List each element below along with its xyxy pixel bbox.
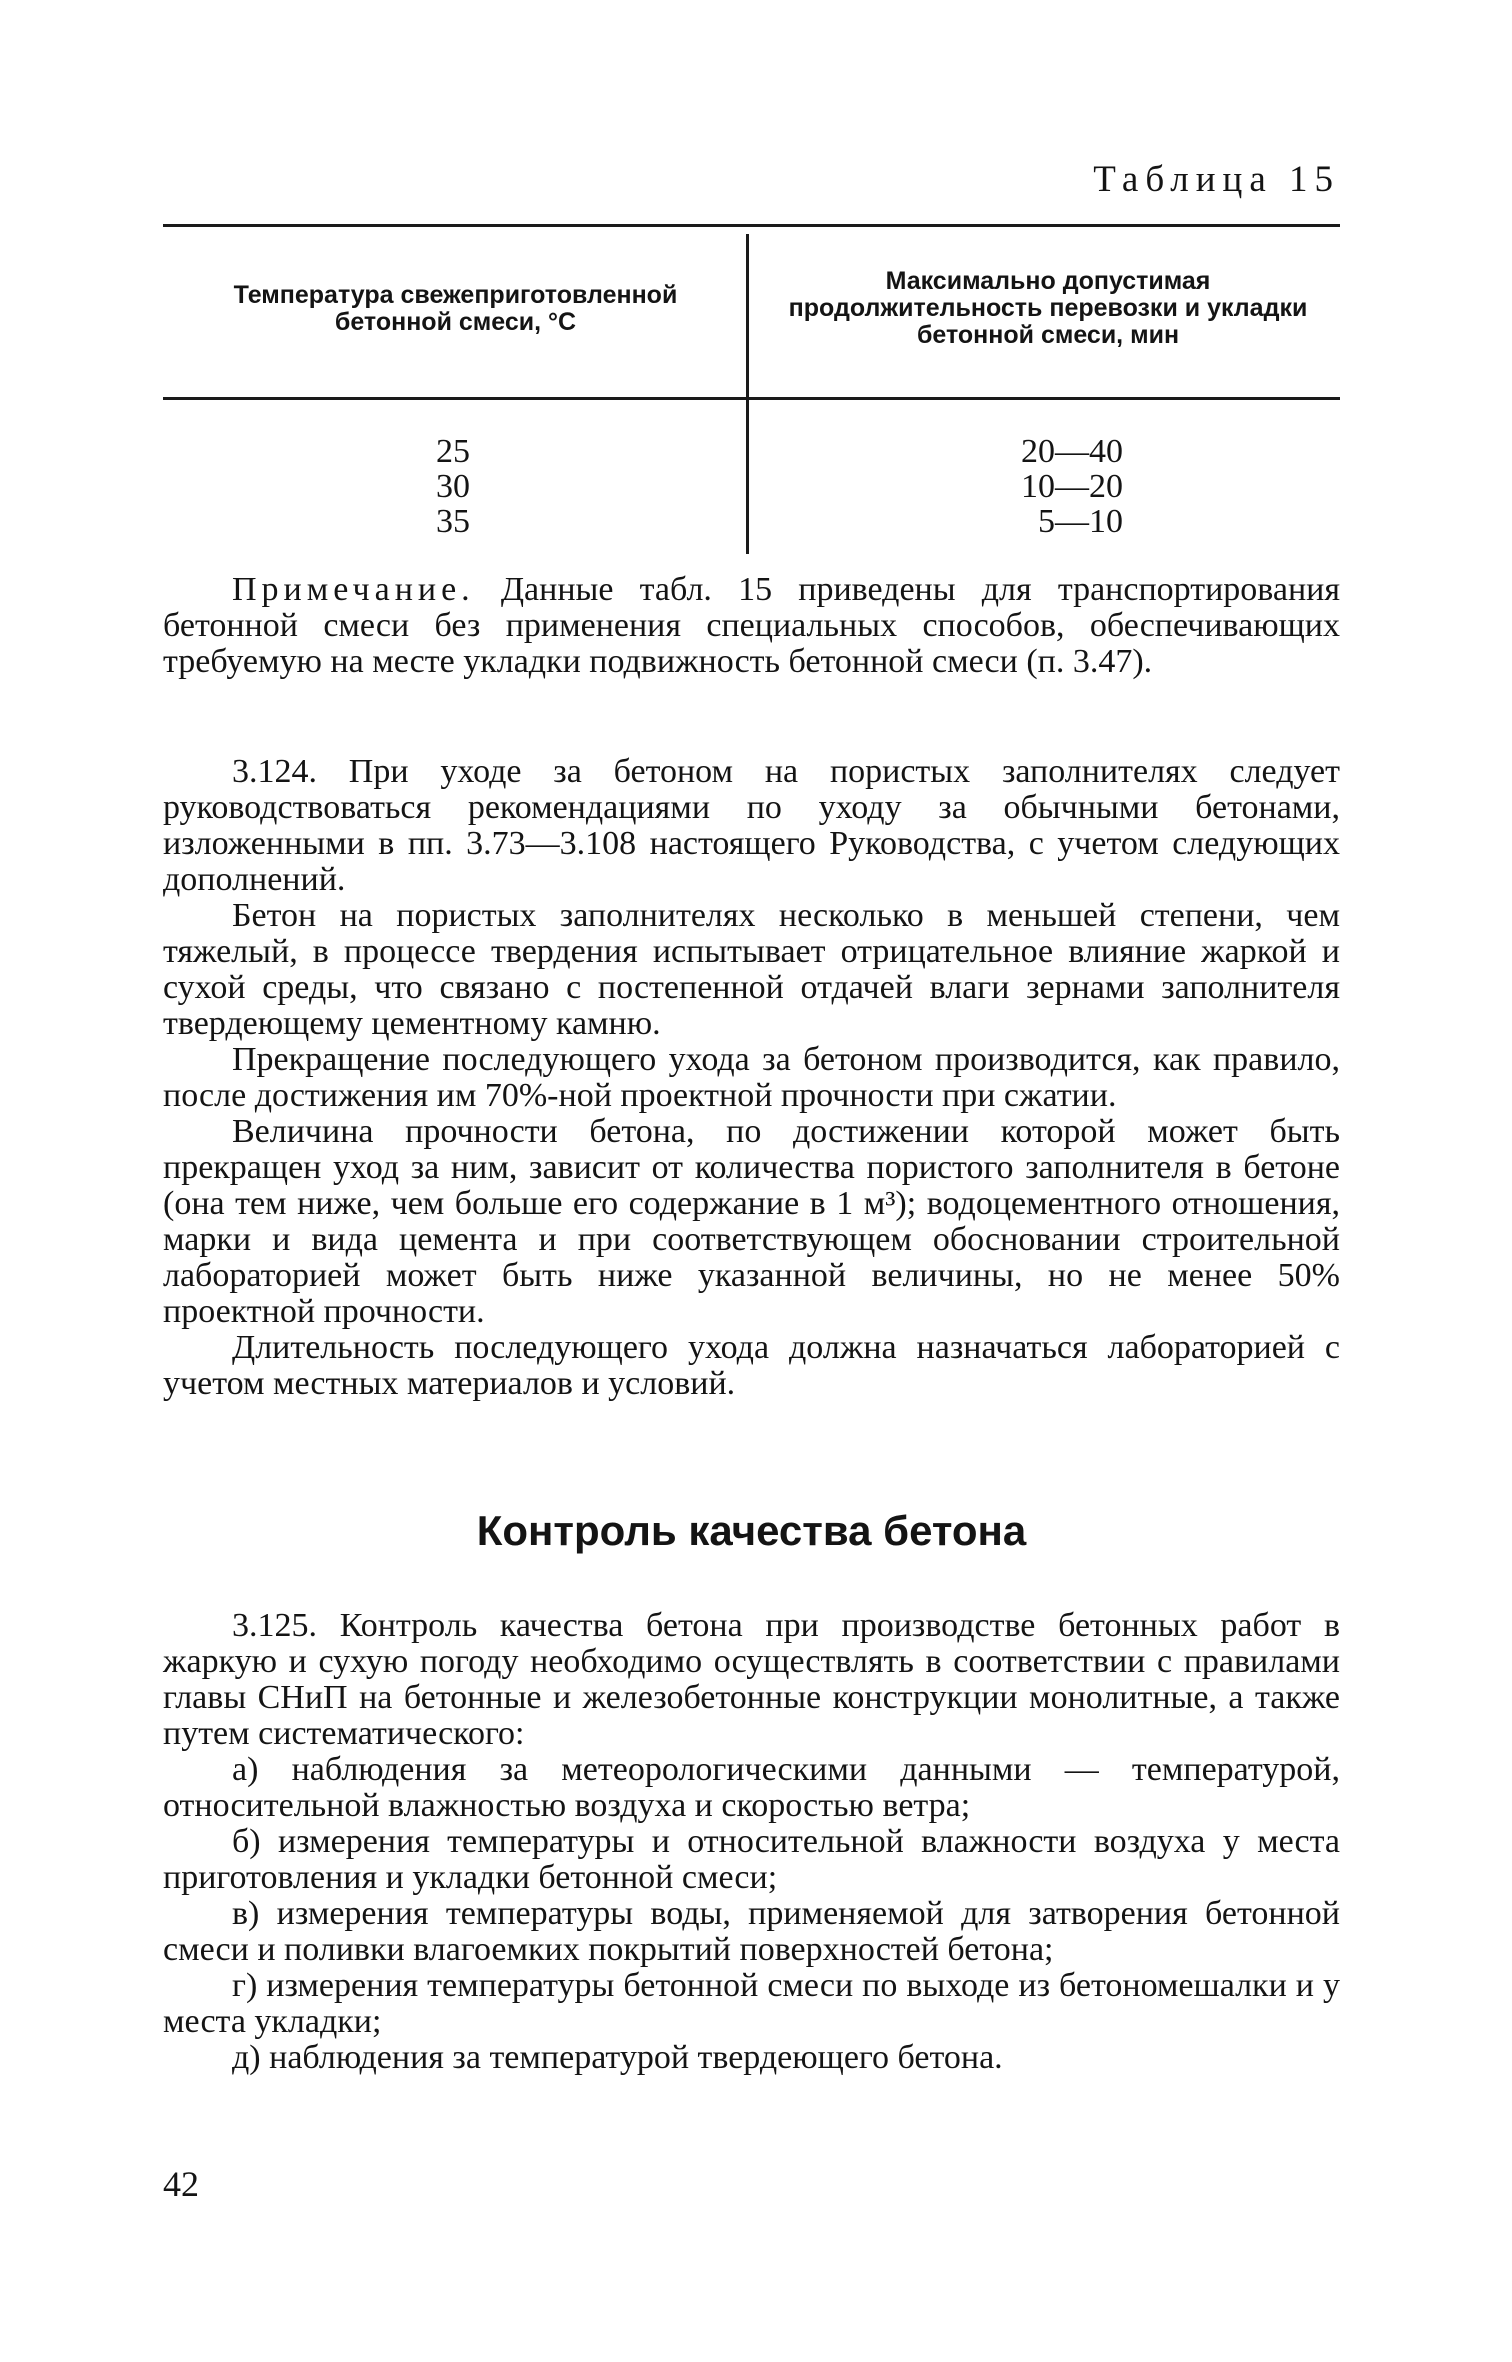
list-item: г) измерения температуры бетонной смеси по выходе из бетономешалки и у места укладки; <box>163 1967 1340 2040</box>
table-cell-time: 20—40 <box>1021 433 1123 470</box>
paragraph: Бетон на пористых заполнителях несколько в меньшей степени, чем тяжелый, в процессе твердения испытывает отрицательное влияние жаркой и сухой среды, что связано с постепенной отдачей влаги зернами заполнителя твердеющему цементному камню. <box>163 897 1340 1042</box>
table-column-duration <box>963 434 1123 539</box>
table-header-temperature: Температура свежеприготовленной бетонной смеси, °С <box>233 281 678 336</box>
table-column-temperature <box>403 434 503 539</box>
table-header-rule <box>163 397 1340 400</box>
table-cell-time: 5—10 <box>1038 503 1123 540</box>
table-cell-temp: 30 <box>436 468 470 505</box>
table-note <box>163 572 1340 680</box>
paragraph: 3.125. Контроль качества бетона при производстве бетонных работ в жаркую и сухую погоду необходимо осуществлять в соответствии с правилами главы СНиП на бетонные и железобетонные конструкции монолитные, а также путем систематического: <box>163 1607 1340 1752</box>
table-cell-temp: 35 <box>436 503 470 540</box>
table-header-duration: Максимально допустимая продолжительность перевозки и укладки бетонной смеси, мин <box>788 267 1308 349</box>
list-item: б) измерения температуры и относительной влажности воздуха у места приготовления и укладки бетонной смеси; <box>163 1823 1340 1896</box>
table-caption: Таблица 15 <box>1093 159 1340 200</box>
paragraph: Величина прочности бетона, по достижении которой может быть прекращен уход за ним, зависит от количества пористого заполнителя в бетоне (она тем ниже, чем больше его содержание в 1 м³); водоцементного отношения, марки и вида цемента и при соответствующем обосновании строительной лабораторией может быть ниже указанной величины, но не менее 50% проектной прочности. <box>163 1113 1340 1330</box>
paragraph: Длительность последующего ухода должна назначаться лабораторией с учетом местных материалов и условий. <box>163 1329 1340 1402</box>
data-table <box>163 224 1340 560</box>
section-3-125 <box>163 1608 1340 2076</box>
list-item: а) наблюдения за метеорологическими данными — температурой, относительной влажностью воздуха и скоростью ветра; <box>163 1751 1340 1824</box>
table-cell-temp: 25 <box>436 433 470 470</box>
paragraph: 3.124. При уходе за бетоном на пористых заполнителях следует руководствоваться рекомендациями по уходу за обычными бетонами, изложенными в пп. 3.73—3.108 настоящего Руководства, с учетом следующих дополнений. <box>163 753 1340 898</box>
note-paragraph <box>163 572 1340 680</box>
list-item: в) измерения температуры воды, применяемой для затворения бетонной смеси и поливки влагоемких покрытий поверхностей бетона; <box>163 1895 1340 1968</box>
list-item: д) наблюдения за температурой твердеющего бетона. <box>232 2039 1003 2076</box>
table-top-rule <box>163 224 1340 227</box>
table-column-divider <box>746 234 749 554</box>
page-number: 42 <box>163 2164 199 2204</box>
table-cell-time: 10—20 <box>1021 468 1123 505</box>
paragraph: Прекращение последующего ухода за бетоном производится, как правило, после достижения им 70%-ной проектной прочности при сжатии. <box>163 1041 1340 1114</box>
section-heading: Контроль качества бетона <box>476 1507 1027 1554</box>
note-text: Данные табл. 15 приведены для транспортирования бетонной смеси без применения специальных способов, обеспечивающих требуемую на месте укладки подвижность бетонной смеси (п. 3.47). <box>163 571 1340 680</box>
note-label: Примечание. <box>232 571 475 608</box>
section-3-124 <box>163 754 1340 1402</box>
